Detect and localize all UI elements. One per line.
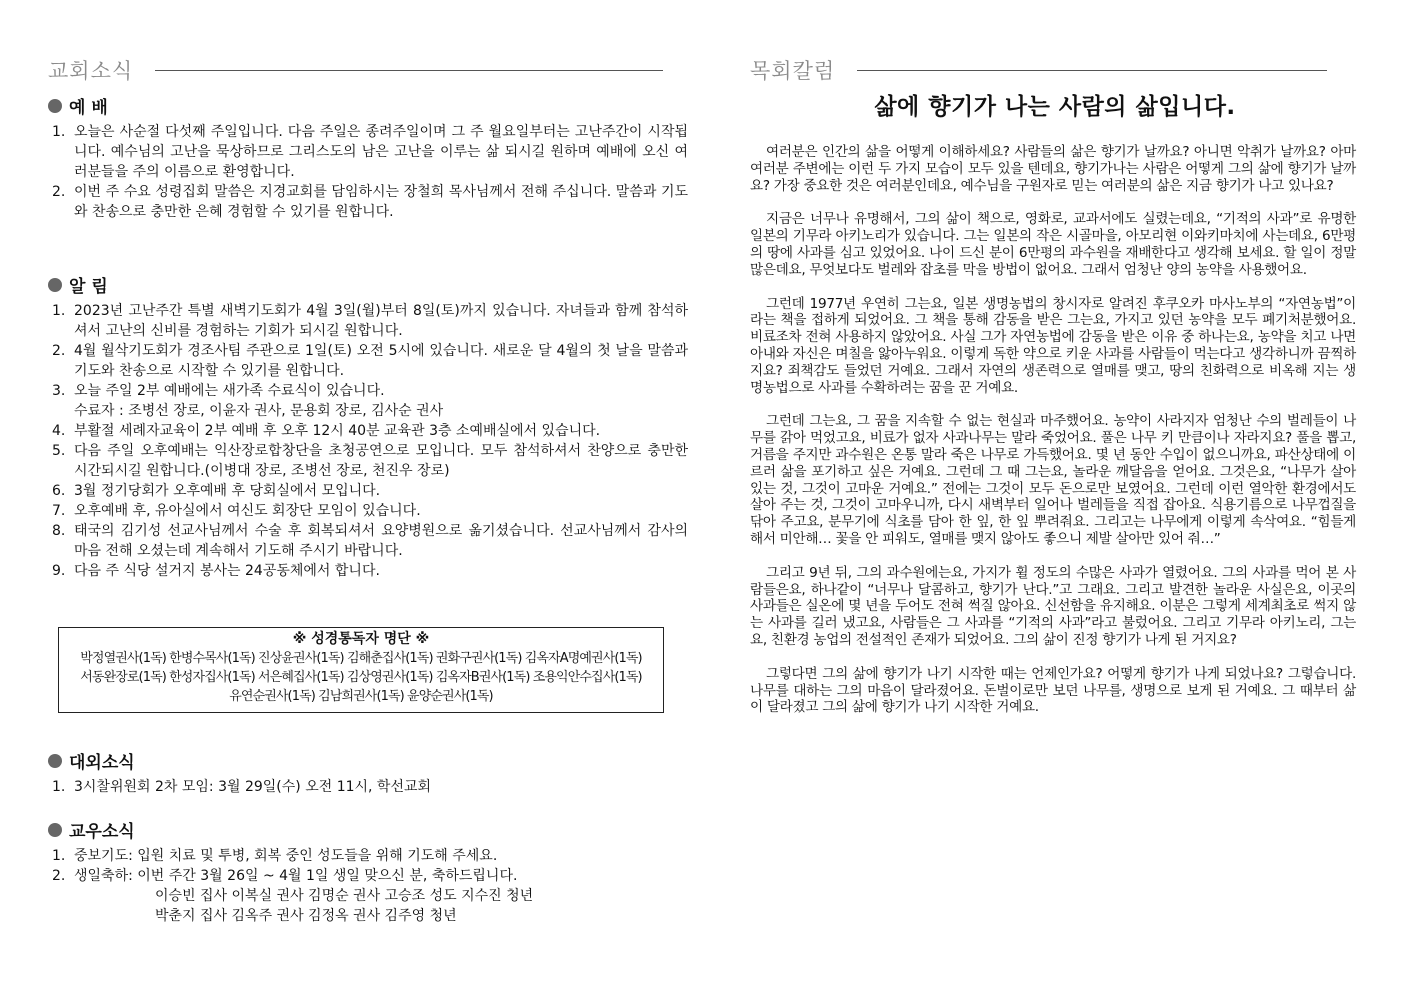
column-title: 삶에 향기가 나는 사람의 삶입니다. (874, 94, 1236, 120)
external-list (48, 777, 688, 797)
member-title: 교우소식 (69, 822, 135, 842)
header-divider (155, 70, 663, 71)
external-title: 대외소식 (69, 753, 135, 773)
notice-section (48, 272, 688, 581)
notice-heading (48, 272, 688, 297)
birthday-names: 이승빈 집사 이복실 권사 김명순 권사 고승조 성도 지수진 청년 (155, 888, 534, 904)
list-item: 2. 4월 월삭기도회가 경조사팀 주관으로 1일(토) 오전 5시에 있습니다. 새로운 달 4월의 첫 날을 말씀과 기도와 찬송으로 시작할 수 있기를 원합니다. (52, 343, 688, 379)
bullet-icon (48, 754, 62, 768)
column-paragraph: 여러분은 인간의 삶을 어떻게 이해하세요? 사람들의 삶은 향기가 날까요? 아니면 악취가 날까요? 아마 여러분 주변에는 이런 두 가지 모습이 모두 있을 텐데요, 향기가나는 사람은 어떻게 그의 삶에 향기가 날까요? 가장 중요한 것은 여러분인데요, 예수님을 구원자로 믿는 여러분의 삶은 지금 향기가 나고 있나요? (750, 144, 1356, 194)
column-body (750, 144, 1356, 733)
column-paragraph: 그런데 그는요, 그 꿈을 지속할 수 없는 현실과 마주했어요. 농약이 사라지자 엄청난 수의 벌레들이 나무를 갉아 먹었고요, 비료가 없자 사과나무는 말라 죽었어요. 풀은 나무 키 만큼이나 자라지요? 풀을 뽑고, 거름을 주지만 과수원은 온통 말라 죽은 나무로 가득했어요. 몇 년 동안 수입이 없으니까요, 파산상태에 이르러 삶을 포기하고 싶은 거예요. 그런데 그 때 그는요, 놀라운 깨달음을 얻어요. 그것은요, “나무가 살아 있는 것, 그것이 고마운 거예요.” 전에는 그것이 모두 돈으로만 보였어요. 그런데 이런 열악한 환경에서도 살아 주는 것, 그것이 고마우니까, 다시 새벽부터 일어나 벌레들을 직접 잡아요. 식용기름으로 나무껍질을 닦아 주고요, 분무기에 식초를 담아 한 잎, 한 잎 뿌려줘요. 그리고는 나무에게 이렇게 속삭여요. “힘들게 해서 미안해… 꽃을 안 피워도, 열매를 맺지 않아도 좋으니 제발 살아만 있어 줘…” (750, 413, 1356, 547)
bullet-icon (48, 99, 62, 113)
worship-title: 예 배 (69, 98, 108, 118)
notice-list (48, 301, 688, 581)
member-list (48, 846, 688, 926)
readers-line: 유연순권사(1독) 김남희권사(1독) 윤양순권사(1독) (229, 689, 493, 704)
column-paragraph: 그런데 1977년 우연히 그는요, 일본 생명농법의 창시자로 알려진 후쿠오카 마사노부의 “자연농법”이라는 책을 접하게 되었어요. 그 책을 통해 감동을 받은 그는요, 가지고 있던 농약을 모두 폐기처분했어요. 비료조차 전혀 사용하지 않았어요. 사실 그가 자연농법에 감동을 받은 이유 중 하나는요, 농약을 치고 나면 아내와 자신은 며칠을 앓아누워요. 이렇게 독한 약으로 키운 사과를 사람들이 먹는다고 생각하니까 끔찍하지요? 죄책감도 들었던 거예요. 그래서 자연의 생존력으로 열매를 맺고, 땅의 친화력으로 비옥해 지는 생명농법으로 사과를 수확하려는 꿈을 꾼 거예요. (750, 295, 1356, 396)
list-item: 7. 오후예배 후, 유아실에서 여신도 회장단 모임이 있습니다. (52, 503, 421, 519)
list-item: 1. 오늘은 사순절 다섯째 주일입니다. 다음 주일은 종려주일이며 그 주 월요일부터는 고난주간이 시작됩니다. 예수님의 고난을 묵상하므로 그리스도의 남은 고난을 이루는 삶 되시길 원하며 예배에 오신 여러분들을 주의 이름으로 환영합니다. (52, 124, 688, 180)
worship-list (48, 122, 688, 222)
list-item: 1. 3시찰위원회 2차 모임: 3월 29일(수) 오전 11시, 학선교회 (52, 779, 432, 795)
list-item: 1. 중보기도: 입원 치료 및 투병, 회복 중인 성도들을 위해 기도해 주세요. (52, 848, 498, 864)
member-heading (48, 817, 688, 842)
external-news-section (48, 748, 688, 797)
column-paragraph: 그렇다면 그의 삶에 향기가 나기 시작한 때는 언제인가요? 어떻게 향기가 나게 되었나요? 그렇습니다. 나무를 대하는 그의 마음이 달라졌어요. 돈벌이로만 보던 나무를, 생명으로 보게 된 거예요. 그 때부터 삶이 달라졌고 그의 삶에 향기가 나기 시작한 거예요. (750, 665, 1356, 716)
column-paragraph: 그리고 9년 뒤, 그의 과수원에는요, 가지가 휠 정도의 수많은 사과가 열렸어요. 그의 사과를 먹어 본 사람들은요, 하나같이 “너무나 달콤하고, 향기가 난다.”고 그래요. 그리고 발견한 놀라운 사실은요, 이곳의 사과들은 실온에 몇 년을 두어도 전혀 썩질 않아요. 신선함을 유지해요. 이분은 그렇게 세계최초로 썩지 않는 사과를 길러 냈고요, 사람들은 그 사과를 “기적의 사과”라고 불렀어요. 그리고 기무라 아키노리, 그는요, 친환경 농업의 전설적인 존재가 되었어요. 그의 삶이 진정 향기가 나게 된 거지요? (750, 564, 1356, 648)
readers-title: ※ 성경통독자 명단 ※ (292, 631, 430, 647)
birthday-label: 생일축하: (74, 868, 133, 884)
list-item: 2. 이번 주 수요 성령집회 말씀은 지경교회를 담임하시는 장철희 목사님께서 전해 주십니다. 말씀과 기도와 찬송으로 충만한 은혜 경험할 수 있기를 원합니다. (52, 184, 688, 220)
graduates-line: 수료자 : 조병선 장로, 이윤자 권사, 문용회 장로, 김사순 권사 (74, 403, 444, 419)
birthday-text: 이번 주간 3월 26일 ~ 4월 1일 생일 맞으신 분, 축하드립니다. (137, 868, 518, 884)
list-item: 3. 오늘 주일 2부 예배에는 새가족 수료식이 있습니다. 수료자 : 조병선 장로, 이윤자 권사, 문용회 장로, 김사순 권사 (48, 381, 688, 421)
worship-heading (48, 93, 688, 118)
list-item: 5. 다음 주일 오후예배는 익산장로합창단을 초청공연으로 모입니다. 모두 참석하셔서 찬양으로 충만한 시간되시길 원합니다.(이병대 장로, 조병선 장로, 천진우 장로) (52, 443, 688, 479)
pastor-column-header (750, 55, 1340, 85)
bullet-icon (48, 823, 62, 837)
readers-line: 서동완장로(1독) 한성자집사(1독) 서은혜집사(1독) 김상영권사(1독) 김옥자B권사(1독) 조용익안수집사(1독) (80, 670, 642, 685)
birthday-names: 박춘지 집사 김옥주 권사 김정옥 권사 김주영 청년 (155, 908, 457, 924)
member-news-section (48, 817, 688, 926)
readers-line: 박정열권사(1독) 한병수목사(1독) 진상윤권사(1독) 김해춘집사(1독) 권화구권사(1독) 김옥자A명예권사(1독) (80, 651, 642, 666)
pastor-column-label: 목회칼럼 (750, 59, 836, 83)
church-news-header (48, 55, 676, 85)
notice-title: 알 림 (69, 277, 108, 297)
external-heading (48, 748, 688, 773)
column-paragraph: 지금은 너무나 유명해서, 그의 삶이 책으로, 영화로, 교과서에도 실렸는데요, “기적의 사과”로 유명한 일본의 기무라 아키노리가 있습니다. 그는 일본의 작은 시골마을, 아모리현 이와키마치에 사는데요, 6만평의 땅에 사과를 심고 있었어요. 나이 드신 분이 6만평의 과수원을 재배한다고 생각해 보세요. 할 일이 정말 많은데요, 무엇보다도 벌레와 잡초를 막을 방법이 없어요. 그래서 엄청난 양의 농약을 사용했어요. (750, 211, 1356, 278)
bullet-icon (48, 278, 62, 292)
header-divider (857, 70, 1327, 71)
list-item: 6. 3월 정기당회가 오후예배 후 당회실에서 모입니다. (52, 483, 381, 499)
church-news-title: 교회소식 (48, 59, 134, 83)
worship-section (48, 93, 688, 222)
list-item: 9. 다음 주 식당 설거지 봉사는 24공동체에서 합니다. (52, 563, 380, 579)
birthday-item: 2. 생일축하: 이번 주간 3월 26일 ~ 4월 1일 생일 맞으신 분, 축하드립니다. 이승빈 집사 이복실 권사 김명순 권사 고승조 성도 지수진 청년 박춘지 집사 김옥주 권사 김정옥 권사 김주영 청년 (48, 866, 688, 926)
list-item: 4. 부활절 세례자교육이 2부 예배 후 오후 12시 40분 교육관 3층 소예배실에서 있습니다. (52, 423, 601, 439)
list-item: 1. 2023년 고난주간 특별 새벽기도회가 4월 3일(월)부터 8일(토)까지 있습니다. 자녀들과 함께 참석하셔서 고난의 신비를 경험하는 기회가 되시길 원합니다. (52, 303, 688, 339)
bible-readers-box (58, 627, 664, 713)
list-item: 8. 태국의 김기성 선교사님께서 수술 후 회복되셔서 요양병원으로 옮기셨습니다. 선교사님께서 감사의 마음 전해 오셨는데 계속해서 기도해 주시기 바랍니다. (52, 523, 688, 559)
